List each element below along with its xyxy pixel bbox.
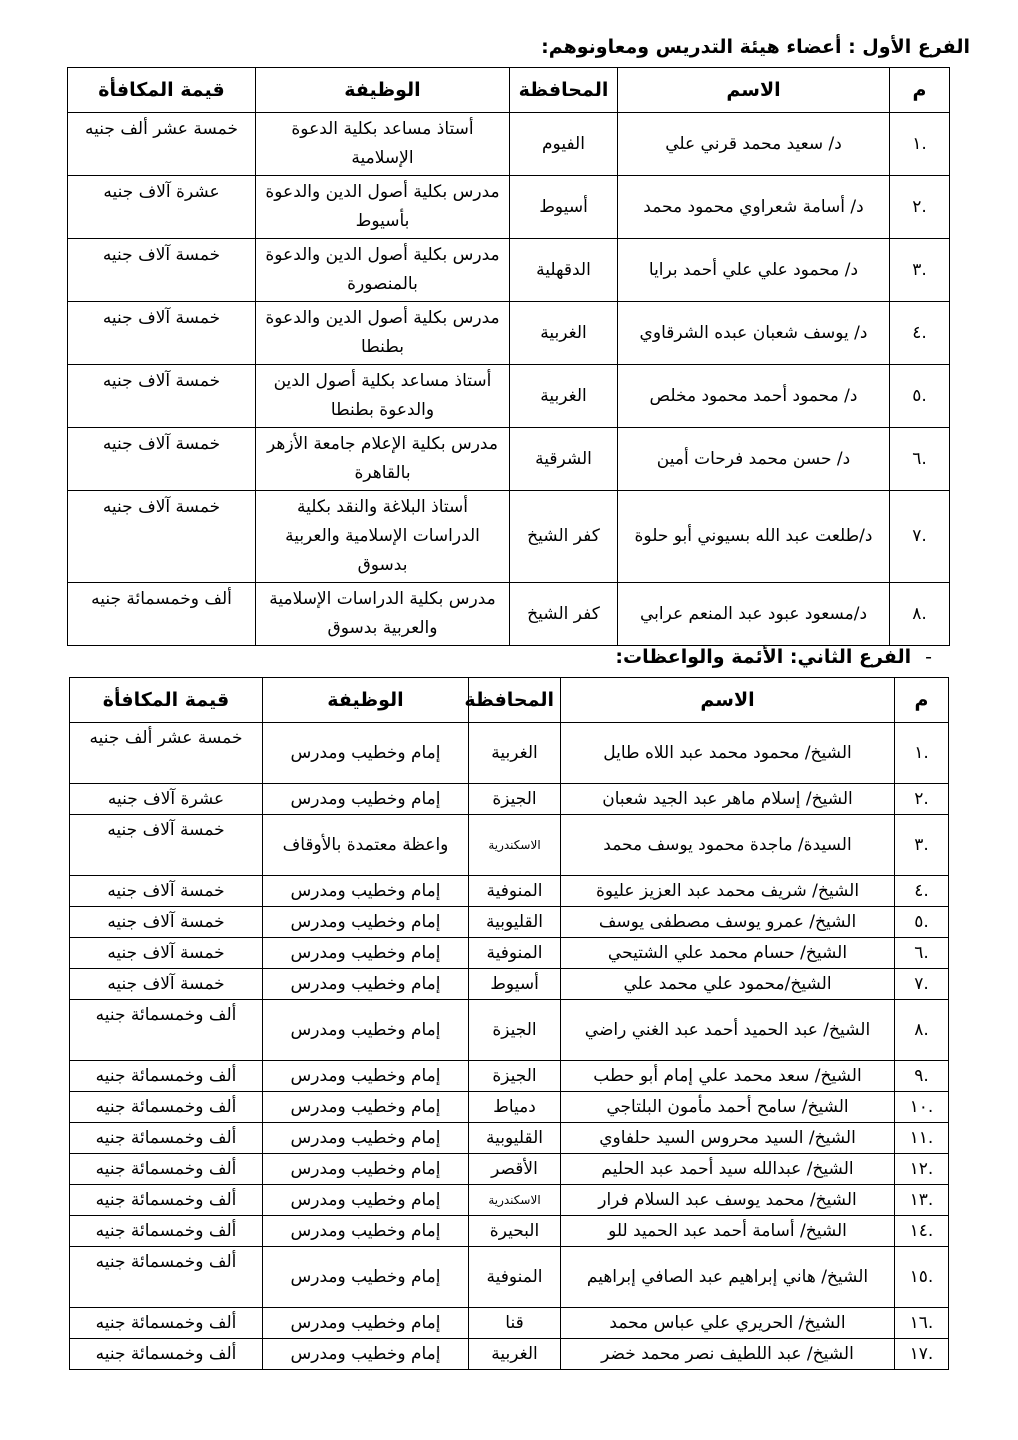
- staff-table-body: [68, 113, 950, 646]
- row-number: .٧: [895, 969, 949, 1000]
- row-governorate: البحيرة: [469, 1216, 561, 1247]
- row-name: د/طلعت عبد الله بسيوني أبو حلوة: [618, 491, 890, 583]
- row-governorate: الجيزة: [469, 784, 561, 815]
- row-number: .٨: [890, 583, 950, 646]
- row-governorate: كفر الشيخ: [510, 583, 618, 646]
- row-number: .١٧: [895, 1339, 949, 1370]
- row-job: إمام وخطيب ومدرس: [263, 938, 469, 969]
- row-job: إمام وخطيب ومدرس: [263, 784, 469, 815]
- col-header-job: الوظيفة: [256, 68, 510, 113]
- col-header-fee: قيمة المكافأة: [68, 68, 256, 113]
- table-row: [70, 1339, 949, 1370]
- section2-title-wrap: [615, 646, 932, 668]
- row-fee: خمسة آلاف جنيه: [68, 365, 256, 428]
- table-row: [70, 876, 949, 907]
- table-row: [70, 1123, 949, 1154]
- row-number: .١١: [895, 1123, 949, 1154]
- row-fee: ألف وخمسمائة جنيه: [70, 1123, 263, 1154]
- table-row: [68, 113, 950, 176]
- row-governorate: الاسكندرية: [469, 815, 561, 876]
- row-governorate: أسيوط: [469, 969, 561, 1000]
- row-governorate: الجيزة: [469, 1061, 561, 1092]
- row-job: إمام وخطيب ومدرس: [263, 1185, 469, 1216]
- row-number: .١٠: [895, 1092, 949, 1123]
- row-governorate: المنوفية: [469, 876, 561, 907]
- row-name: الشيخ/ هاني إبراهيم عبد الصافي إبراهيم: [561, 1247, 895, 1308]
- row-name: الشيخ/ السيد محروس السيد حلفاوي: [561, 1123, 895, 1154]
- col-header-num: م: [895, 678, 949, 723]
- row-name: د/ يوسف شعبان عبده الشرقاوي: [618, 302, 890, 365]
- row-governorate: الفيوم: [510, 113, 618, 176]
- table-row: [68, 176, 950, 239]
- row-job: إمام وخطيب ومدرس: [263, 1247, 469, 1308]
- row-name: د/مسعود عبود عبد المنعم عرابي: [618, 583, 890, 646]
- row-name: السيدة/ ماجدة محمود يوسف محمد: [561, 815, 895, 876]
- row-job: مدرس بكلية أصول الدين والدعوة بأسيوط: [256, 176, 510, 239]
- table-header-row: [70, 678, 949, 723]
- row-fee: خمسة آلاف جنيه: [68, 239, 256, 302]
- row-number: .٣: [890, 239, 950, 302]
- row-name: الشيخ/ إسلام ماهر عبد الجيد شعبان: [561, 784, 895, 815]
- row-name: الشيخ/ أسامة أحمد عبد الحميد للو: [561, 1216, 895, 1247]
- row-job: إمام وخطيب ومدرس: [263, 1092, 469, 1123]
- imams-table: [69, 677, 949, 1370]
- col-header-job: الوظيفة: [263, 678, 469, 723]
- row-fee: عشرة آلاف جنيه: [70, 784, 263, 815]
- row-name: الشيخ/ الحريري علي عباس محمد: [561, 1308, 895, 1339]
- row-governorate: الغربية: [510, 365, 618, 428]
- row-number: .٤: [895, 876, 949, 907]
- row-fee: ألف وخمسمائة جنيه: [70, 1061, 263, 1092]
- row-job: أستاذ البلاغة والنقد بكلية الدراسات الإسلامية والعربية بدسوق: [256, 491, 510, 583]
- row-number: .٢: [895, 784, 949, 815]
- row-name: د/ سعيد محمد قرني علي: [618, 113, 890, 176]
- row-fee: خمسة آلاف جنيه: [70, 938, 263, 969]
- row-governorate: كفر الشيخ: [510, 491, 618, 583]
- row-governorate: الجيزة: [469, 1000, 561, 1061]
- row-governorate: المنوفية: [469, 938, 561, 969]
- row-fee: خمسة عشر ألف جنيه: [70, 723, 263, 784]
- row-number: .١: [890, 113, 950, 176]
- row-governorate: القليوبية: [469, 907, 561, 938]
- row-job: واعظة معتمدة بالأوقاف: [263, 815, 469, 876]
- row-governorate: قنا: [469, 1308, 561, 1339]
- row-name: الشيخ/ سعد محمد علي إمام أبو حطب: [561, 1061, 895, 1092]
- row-job: أستاذ مساعد بكلية الدعوة الإسلامية: [256, 113, 510, 176]
- table-row: [70, 1092, 949, 1123]
- col-header-num: م: [890, 68, 950, 113]
- table-header-row: [68, 68, 950, 113]
- row-job: مدرس بكلية أصول الدين والدعوة بطنطا: [256, 302, 510, 365]
- row-number: .٨: [895, 1000, 949, 1061]
- row-job: إمام وخطيب ومدرس: [263, 1339, 469, 1370]
- table-row: [68, 239, 950, 302]
- row-fee: ألف وخمسمائة جنيه: [70, 1216, 263, 1247]
- row-job: إمام وخطيب ومدرس: [263, 1216, 469, 1247]
- row-name: الشيخ/ شريف محمد عبد العزيز عليوة: [561, 876, 895, 907]
- row-name: الشيخ/ عبد اللطيف نصر محمد خضر: [561, 1339, 895, 1370]
- table-row: [70, 1308, 949, 1339]
- row-governorate: دمياط: [469, 1092, 561, 1123]
- row-fee: خمسة عشر ألف جنيه: [68, 113, 256, 176]
- table-row: [70, 1216, 949, 1247]
- table-row: [70, 1247, 949, 1308]
- row-job: أستاذ مساعد بكلية أصول الدين والدعوة بطنطا: [256, 365, 510, 428]
- table-row: [70, 1061, 949, 1092]
- row-governorate: الأقصر: [469, 1154, 561, 1185]
- row-fee: خمسة آلاف جنيه: [70, 876, 263, 907]
- row-name: الشيخ/ عمرو يوسف مصطفى يوسف: [561, 907, 895, 938]
- row-name: الشيخ/ عبدالله سيد أحمد عبد الحليم: [561, 1154, 895, 1185]
- imams-table-body: [70, 723, 949, 1370]
- table-row: [70, 1185, 949, 1216]
- col-header-name: الاسم: [561, 678, 895, 723]
- row-job: مدرس بكلية الدراسات الإسلامية والعربية بدسوق: [256, 583, 510, 646]
- col-header-gov: المحافظة: [510, 68, 618, 113]
- row-fee: ألف وخمسمائة جنيه: [70, 1185, 263, 1216]
- row-number: .٥: [890, 365, 950, 428]
- row-number: .١٢: [895, 1154, 949, 1185]
- section2-title: الفرع الثاني: الأئمة والواعظات:: [615, 646, 912, 668]
- row-governorate: القليوبية: [469, 1123, 561, 1154]
- row-fee: خمسة آلاف جنيه: [70, 907, 263, 938]
- row-number: .٣: [895, 815, 949, 876]
- row-job: مدرس بكلية الإعلام جامعة الأزهر بالقاهرة: [256, 428, 510, 491]
- table-row: [70, 969, 949, 1000]
- row-governorate: المنوفية: [469, 1247, 561, 1308]
- row-fee: ألف وخمسمائة جنيه: [70, 1339, 263, 1370]
- row-number: .١٥: [895, 1247, 949, 1308]
- row-governorate: الاسكندرية: [469, 1185, 561, 1216]
- row-job: إمام وخطيب ومدرس: [263, 723, 469, 784]
- row-governorate: الغربية: [469, 1339, 561, 1370]
- row-fee: ألف وخمسمائة جنيه: [70, 1154, 263, 1185]
- row-name: الشيخ/ سامح أحمد مأمون البلتاجي: [561, 1092, 895, 1123]
- row-number: .١٣: [895, 1185, 949, 1216]
- row-job: إمام وخطيب ومدرس: [263, 1000, 469, 1061]
- table-row: [68, 583, 950, 646]
- row-job: إمام وخطيب ومدرس: [263, 1123, 469, 1154]
- row-fee: ألف وخمسمائة جنيه: [70, 1247, 263, 1308]
- row-fee: خمسة آلاف جنيه: [68, 302, 256, 365]
- table-row: [70, 1000, 949, 1061]
- row-number: .٧: [890, 491, 950, 583]
- row-number: .١٦: [895, 1308, 949, 1339]
- table-row: [70, 784, 949, 815]
- row-job: إمام وخطيب ومدرس: [263, 1061, 469, 1092]
- table-row: [70, 1154, 949, 1185]
- row-name: الشيخ/ حسام محمد علي الشتيحي: [561, 938, 895, 969]
- row-number: .٦: [890, 428, 950, 491]
- table-row: [68, 491, 950, 583]
- row-fee: خمسة آلاف جنيه: [70, 969, 263, 1000]
- col-header-fee: قيمة المكافأة: [70, 678, 263, 723]
- row-name: د/ حسن محمد فرحات أمين: [618, 428, 890, 491]
- table-row: [70, 815, 949, 876]
- row-name: الشيخ/ محمد يوسف عبد السلام فرار: [561, 1185, 895, 1216]
- row-number: .١٤: [895, 1216, 949, 1247]
- row-fee: خمسة آلاف جنيه: [70, 815, 263, 876]
- row-job: إمام وخطيب ومدرس: [263, 1154, 469, 1185]
- row-job: مدرس بكلية أصول الدين والدعوة بالمنصورة: [256, 239, 510, 302]
- table-row: [70, 938, 949, 969]
- row-name: د/ محمود أحمد محمود مخلص: [618, 365, 890, 428]
- row-fee: ألف وخمسمائة جنيه: [70, 1092, 263, 1123]
- row-number: .٤: [890, 302, 950, 365]
- row-governorate: الشرقية: [510, 428, 618, 491]
- row-job: إمام وخطيب ومدرس: [263, 907, 469, 938]
- row-fee: ألف وخمسمائة جنيه: [70, 1308, 263, 1339]
- row-number: .٦: [895, 938, 949, 969]
- row-number: .٩: [895, 1061, 949, 1092]
- row-fee: خمسة آلاف جنيه: [68, 428, 256, 491]
- row-number: .٢: [890, 176, 950, 239]
- table-row: [68, 428, 950, 491]
- row-governorate: الغربية: [469, 723, 561, 784]
- row-name: الشيخ/ عبد الحميد أحمد عبد الغني راضي: [561, 1000, 895, 1061]
- table-row: [68, 302, 950, 365]
- col-header-name: الاسم: [618, 68, 890, 113]
- row-number: .٥: [895, 907, 949, 938]
- row-fee: خمسة آلاف جنيه: [68, 491, 256, 583]
- table-row: [68, 365, 950, 428]
- section2-dash: -: [925, 646, 932, 668]
- table-row: [70, 907, 949, 938]
- row-number: .١: [895, 723, 949, 784]
- row-governorate: الدقهلية: [510, 239, 618, 302]
- row-name: الشيخ/محمود علي محمد علي: [561, 969, 895, 1000]
- col-header-gov: المحافظة: [469, 678, 561, 723]
- section1-title: الفرع الأول : أعضاء هيئة التدريس ومعاونوهم:: [541, 36, 970, 58]
- staff-table: [67, 67, 950, 646]
- row-governorate: الغربية: [510, 302, 618, 365]
- row-name: د/ محمود علي علي أحمد برايا: [618, 239, 890, 302]
- row-job: إمام وخطيب ومدرس: [263, 876, 469, 907]
- row-fee: ألف وخمسمائة جنيه: [70, 1000, 263, 1061]
- row-governorate: أسيوط: [510, 176, 618, 239]
- row-fee: عشرة آلاف جنيه: [68, 176, 256, 239]
- table-row: [70, 723, 949, 784]
- row-name: الشيخ/ محمود محمد عبد اللاه طايل: [561, 723, 895, 784]
- row-name: د/ أسامة شعراوي محمود محمد: [618, 176, 890, 239]
- row-fee: ألف وخمسمائة جنيه: [68, 583, 256, 646]
- row-job: إمام وخطيب ومدرس: [263, 1308, 469, 1339]
- row-job: إمام وخطيب ومدرس: [263, 969, 469, 1000]
